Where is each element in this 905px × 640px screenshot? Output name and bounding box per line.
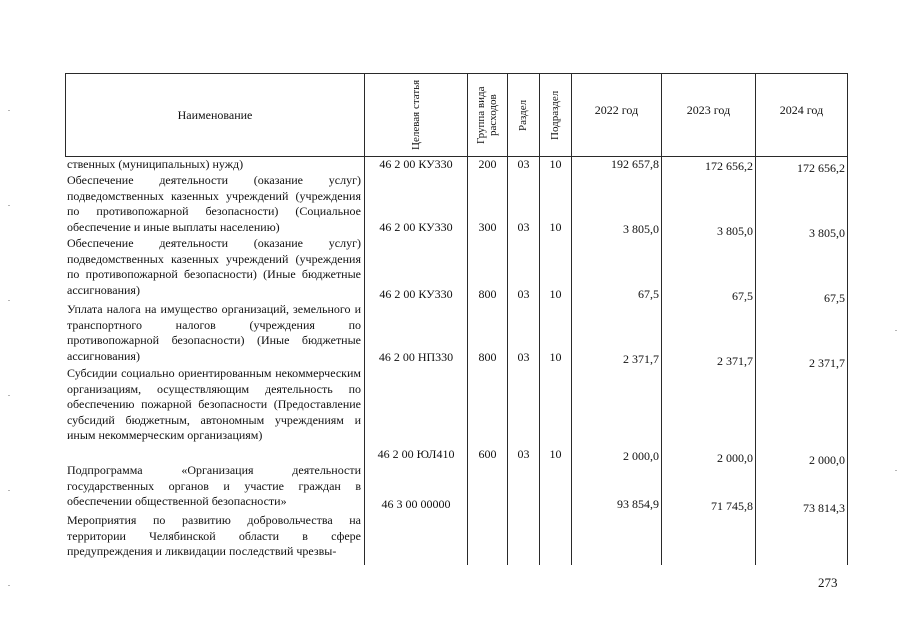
table-row-3-section: 03 [517, 350, 530, 364]
header-name: Наименование [177, 107, 253, 122]
table-row-0-y2024: 172 656,2 [797, 161, 845, 175]
table-row-1-section: 03 [517, 220, 530, 234]
table-row-0-group: 200 [478, 157, 497, 171]
table-row-1-y2022: 3 805,0 [623, 222, 659, 236]
header-expense-group: Группа вида расходов [475, 86, 499, 144]
table-row-2-y2022: 67,5 [638, 287, 659, 301]
table-row-1-y2023: 3 805,0 [717, 224, 753, 238]
table-row-0-subsection: 10 [549, 157, 562, 171]
table-row-1-subsection: 10 [549, 220, 562, 234]
table-row-5-y2024: 73 814,3 [803, 501, 845, 515]
table-row-2-subsection: 10 [549, 287, 562, 301]
header-section: Раздел [517, 99, 529, 131]
table-row-3-y2022: 2 371,7 [623, 352, 659, 366]
table-row-5-y2023: 71 745,8 [711, 499, 753, 513]
table-row-0-y2022: 192 657,8 [611, 157, 659, 171]
table-row-3-article: 46 2 00 НП330 [378, 350, 454, 364]
table-row-4-y2022: 2 000,0 [623, 449, 659, 463]
table-row-4-subsection: 10 [549, 447, 562, 461]
table-row-2-name: Обеспечение деятельности (оказание услуг) подведомственных казенных учреждений (учреждения по противопожарной безопасности) (Иные бюджетные ассигнования) [67, 236, 361, 297]
table-row-4-article: 46 2 00 ЮЛ410 [377, 447, 455, 461]
table-row-1-y2024: 3 805,0 [809, 226, 845, 240]
table-row-4-group: 600 [478, 447, 497, 461]
table-row-2-y2023: 67,5 [732, 289, 753, 303]
table-row-4-section: 03 [517, 447, 530, 461]
table-row-0-y2023: 172 656,2 [705, 159, 753, 173]
table-row-1-name: Обеспечение деятельности (оказание услуг) подведомственных казенных учреждений (учреждения по противопожарной безопасности) (Социальное обеспечение и иные выплаты населению) [67, 173, 361, 234]
table-row-3-subsection: 10 [549, 350, 562, 364]
table-row-3-group: 800 [478, 350, 497, 364]
table-row-5-y2022: 93 854,9 [617, 497, 659, 511]
table-row-4-y2023: 2 000,0 [717, 451, 753, 465]
table-row-4-name: Субсидии социально ориентированным некоммерческим организациям, осуществляющим деятельность по обеспечению пожарной безопасности (Предоставление субсидий бюджетным, автономным учреждениям и иным некоммерческим организациям) [67, 366, 361, 443]
header-subsection: Подраздел [549, 90, 561, 140]
table-row-5-article: 46 3 00 00000 [381, 497, 451, 511]
table-row-2-group: 800 [478, 287, 497, 301]
page-number: 273 [818, 575, 838, 590]
table-row-0-article: 46 2 00 КУ330 [379, 157, 453, 171]
header-year-2022: 2022 год [594, 102, 639, 117]
table-row-3-y2024: 2 371,7 [809, 356, 845, 370]
table-row-1-group: 300 [478, 220, 497, 234]
header-year-2023: 2023 год [686, 102, 731, 117]
table-row-3-y2023: 2 371,7 [717, 354, 753, 368]
table-row-0-section: 03 [517, 157, 530, 171]
table-row-2-y2024: 67,5 [824, 291, 845, 305]
header-year-2024: 2024 год [779, 102, 824, 117]
table-row-3-name: Уплата налога на имущество организаций, земельного и транспортного налогов (учреждения по противопожарной безопасности) (Иные бюджетные ассигнования) [67, 302, 361, 363]
table-row-5-name: Подпрограмма «Организация деятельности государственных органов и участие граждан в обеспечении общественной безопасности» [67, 463, 361, 509]
table-row-4-y2024: 2 000,0 [809, 453, 845, 467]
header-article: Целевая статья [410, 79, 422, 151]
table-row-1-article: 46 2 00 КУ330 [379, 220, 453, 234]
table-row-6-name: Мероприятия по развитию добровольчества на территории Челябинской области в сфере предупреждения и ликвидации последствий чрезвы- [67, 513, 361, 559]
table-row-0-name: ственных (муниципальных) нужд) [67, 157, 244, 171]
table-row-2-article: 46 2 00 КУ330 [379, 287, 453, 301]
table-row-2-section: 03 [517, 287, 530, 301]
